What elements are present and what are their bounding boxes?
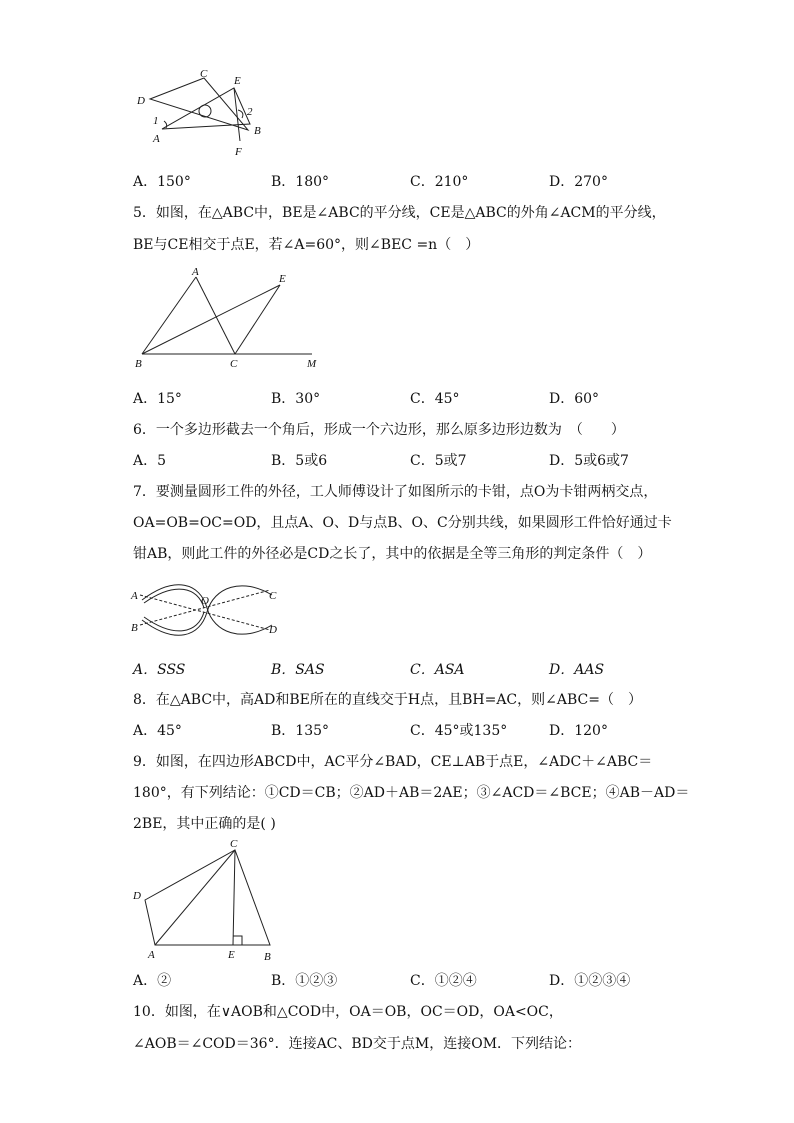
q7-label-d: D (269, 624, 277, 636)
q9-option-d: D．①②③④ (549, 973, 631, 989)
q5-option-b: B．30° (271, 391, 321, 407)
q7-option-b: B．SAS (271, 662, 325, 678)
q4-label-e: E (234, 75, 241, 87)
q5-line-be (142, 285, 280, 354)
q5-line-ba (142, 277, 196, 354)
q8-text-line-1: 8．在△ABC中，高AD和BE所在的直线交于H点，且BH=AC，则∠ABC=（ ） (133, 692, 642, 708)
q9-label-d: D (133, 890, 141, 902)
q7-label-c: C (269, 590, 277, 602)
q10-text-line-1: 10．如图，在∨AOB和△COD中，OA＝OB，OC＝OD，OA<OC， (133, 1004, 563, 1020)
q5-label-a: A (192, 266, 199, 278)
q7-text-line-1: 7．要测量圆形工件的外径，工人师傅设计了如图所示的卡钳，点O为卡钳两柄交点， (133, 484, 658, 500)
q9-text-line-2: 180°，有下列结论：①CD＝CB；②AD＋AB＝2AE；③∠ACD＝∠BCE；④AB－AD＝ (133, 785, 690, 801)
q4-label-1: 1 (153, 115, 159, 127)
q7-text-line-3: 钳AB，则此工件的外径必是CD之长了，其中的依据是全等三角形的判定条件（ ） (133, 546, 652, 562)
q4-label-c: C (200, 68, 208, 80)
q7-option-c: C．ASA (410, 662, 465, 678)
q5-option-c: C．45° (410, 391, 460, 407)
q4-label-a: A (153, 133, 160, 145)
q6-option-d: D．5或6或7 (549, 453, 629, 469)
q4-angle-arc-2 (238, 110, 243, 118)
q8-option-b: B．135° (271, 723, 330, 739)
q7-figure (130, 575, 290, 645)
q10-text-line-2: ∠AOB＝∠COD＝36°．连接AC、BD交于点M，连接OM．下列结论： (133, 1036, 582, 1052)
q9-label-a: A (148, 949, 155, 961)
q4-figure (130, 66, 270, 161)
q9-text-line-3: 2BE，其中正确的是( ) (133, 816, 276, 832)
q4-label-2: 2 (247, 106, 253, 118)
q7-label-b: B (131, 622, 138, 634)
q8-option-c: C．45°或135° (410, 723, 508, 739)
q4-option-a: A．150° (133, 174, 191, 190)
q5-figure (130, 265, 330, 375)
q4-circle (199, 105, 211, 117)
q9-line-ac (155, 850, 235, 945)
q5-option-a: A．15° (133, 391, 182, 407)
q7-option-d: D．AAS (549, 662, 605, 678)
q5-line-ac (196, 277, 235, 354)
q4-label-f: F (235, 146, 242, 158)
q4-option-d: D．270° (549, 174, 608, 190)
q9-label-e: E (228, 949, 235, 961)
q7-caliper-inner-1 (144, 589, 204, 608)
q9-figure (130, 840, 290, 965)
q7-label-a: A (131, 590, 138, 602)
q6-option-c: C．5或7 (410, 453, 467, 469)
q7-caliper-inner-2 (144, 612, 204, 631)
q4-option-b: B．180° (271, 174, 330, 190)
q4-option-c: C．210° (410, 174, 469, 190)
q6-option-a: A．5 (133, 453, 167, 469)
q6-text-line-1: 6．一个多边形截去一个角后，形成一个六边形，那么原多边形边数为 （ ） (133, 422, 625, 438)
q9-label-c: C (230, 838, 238, 850)
q9-option-a: A．② (133, 973, 172, 989)
q4-label-d: D (137, 95, 145, 107)
q5-text-line-2: BE与CE相交于点E，若∠A=60°，则∠BEC =n（ ） (133, 237, 480, 253)
q7-label-o: O (201, 595, 209, 607)
q5-line-ce (235, 285, 280, 354)
q9-label-b: B (264, 951, 271, 963)
q9-quadrilateral (145, 850, 270, 945)
q9-text-line-1: 9．如图，在四边形ABCD中，AC平分∠BAD，CE⊥AB于点E，∠ADC＋∠ABC＝ (133, 754, 653, 770)
q7-option-a: A．SSS (133, 662, 186, 678)
q5-label-m: M (307, 358, 317, 370)
q5-option-d: D．60° (549, 391, 600, 407)
q9-right-angle-mark (233, 936, 242, 945)
q5-text-line-1: 5．如图，在△ABC中，BE是∠ABC的平分线，CE是△ABC的外角∠ACM的平分线， (133, 205, 666, 221)
q8-option-a: A．45° (133, 723, 182, 739)
q9-line-ce (233, 850, 235, 945)
q5-label-b: B (135, 358, 142, 370)
q7-text-line-2: OA=OB=OC=OD，且点A、O、D与点B、O、C分别共线，如果圆形工件恰好通过卡 (133, 515, 672, 531)
q6-option-b: B．5或6 (271, 453, 328, 469)
q4-label-b: B (254, 125, 261, 137)
q9-option-c: C．①②④ (410, 973, 477, 989)
q5-label-c: C (230, 358, 238, 370)
q5-label-e: E (279, 273, 286, 285)
q9-option-b: B．①②③ (271, 973, 338, 989)
q8-option-d: D．120° (549, 723, 608, 739)
